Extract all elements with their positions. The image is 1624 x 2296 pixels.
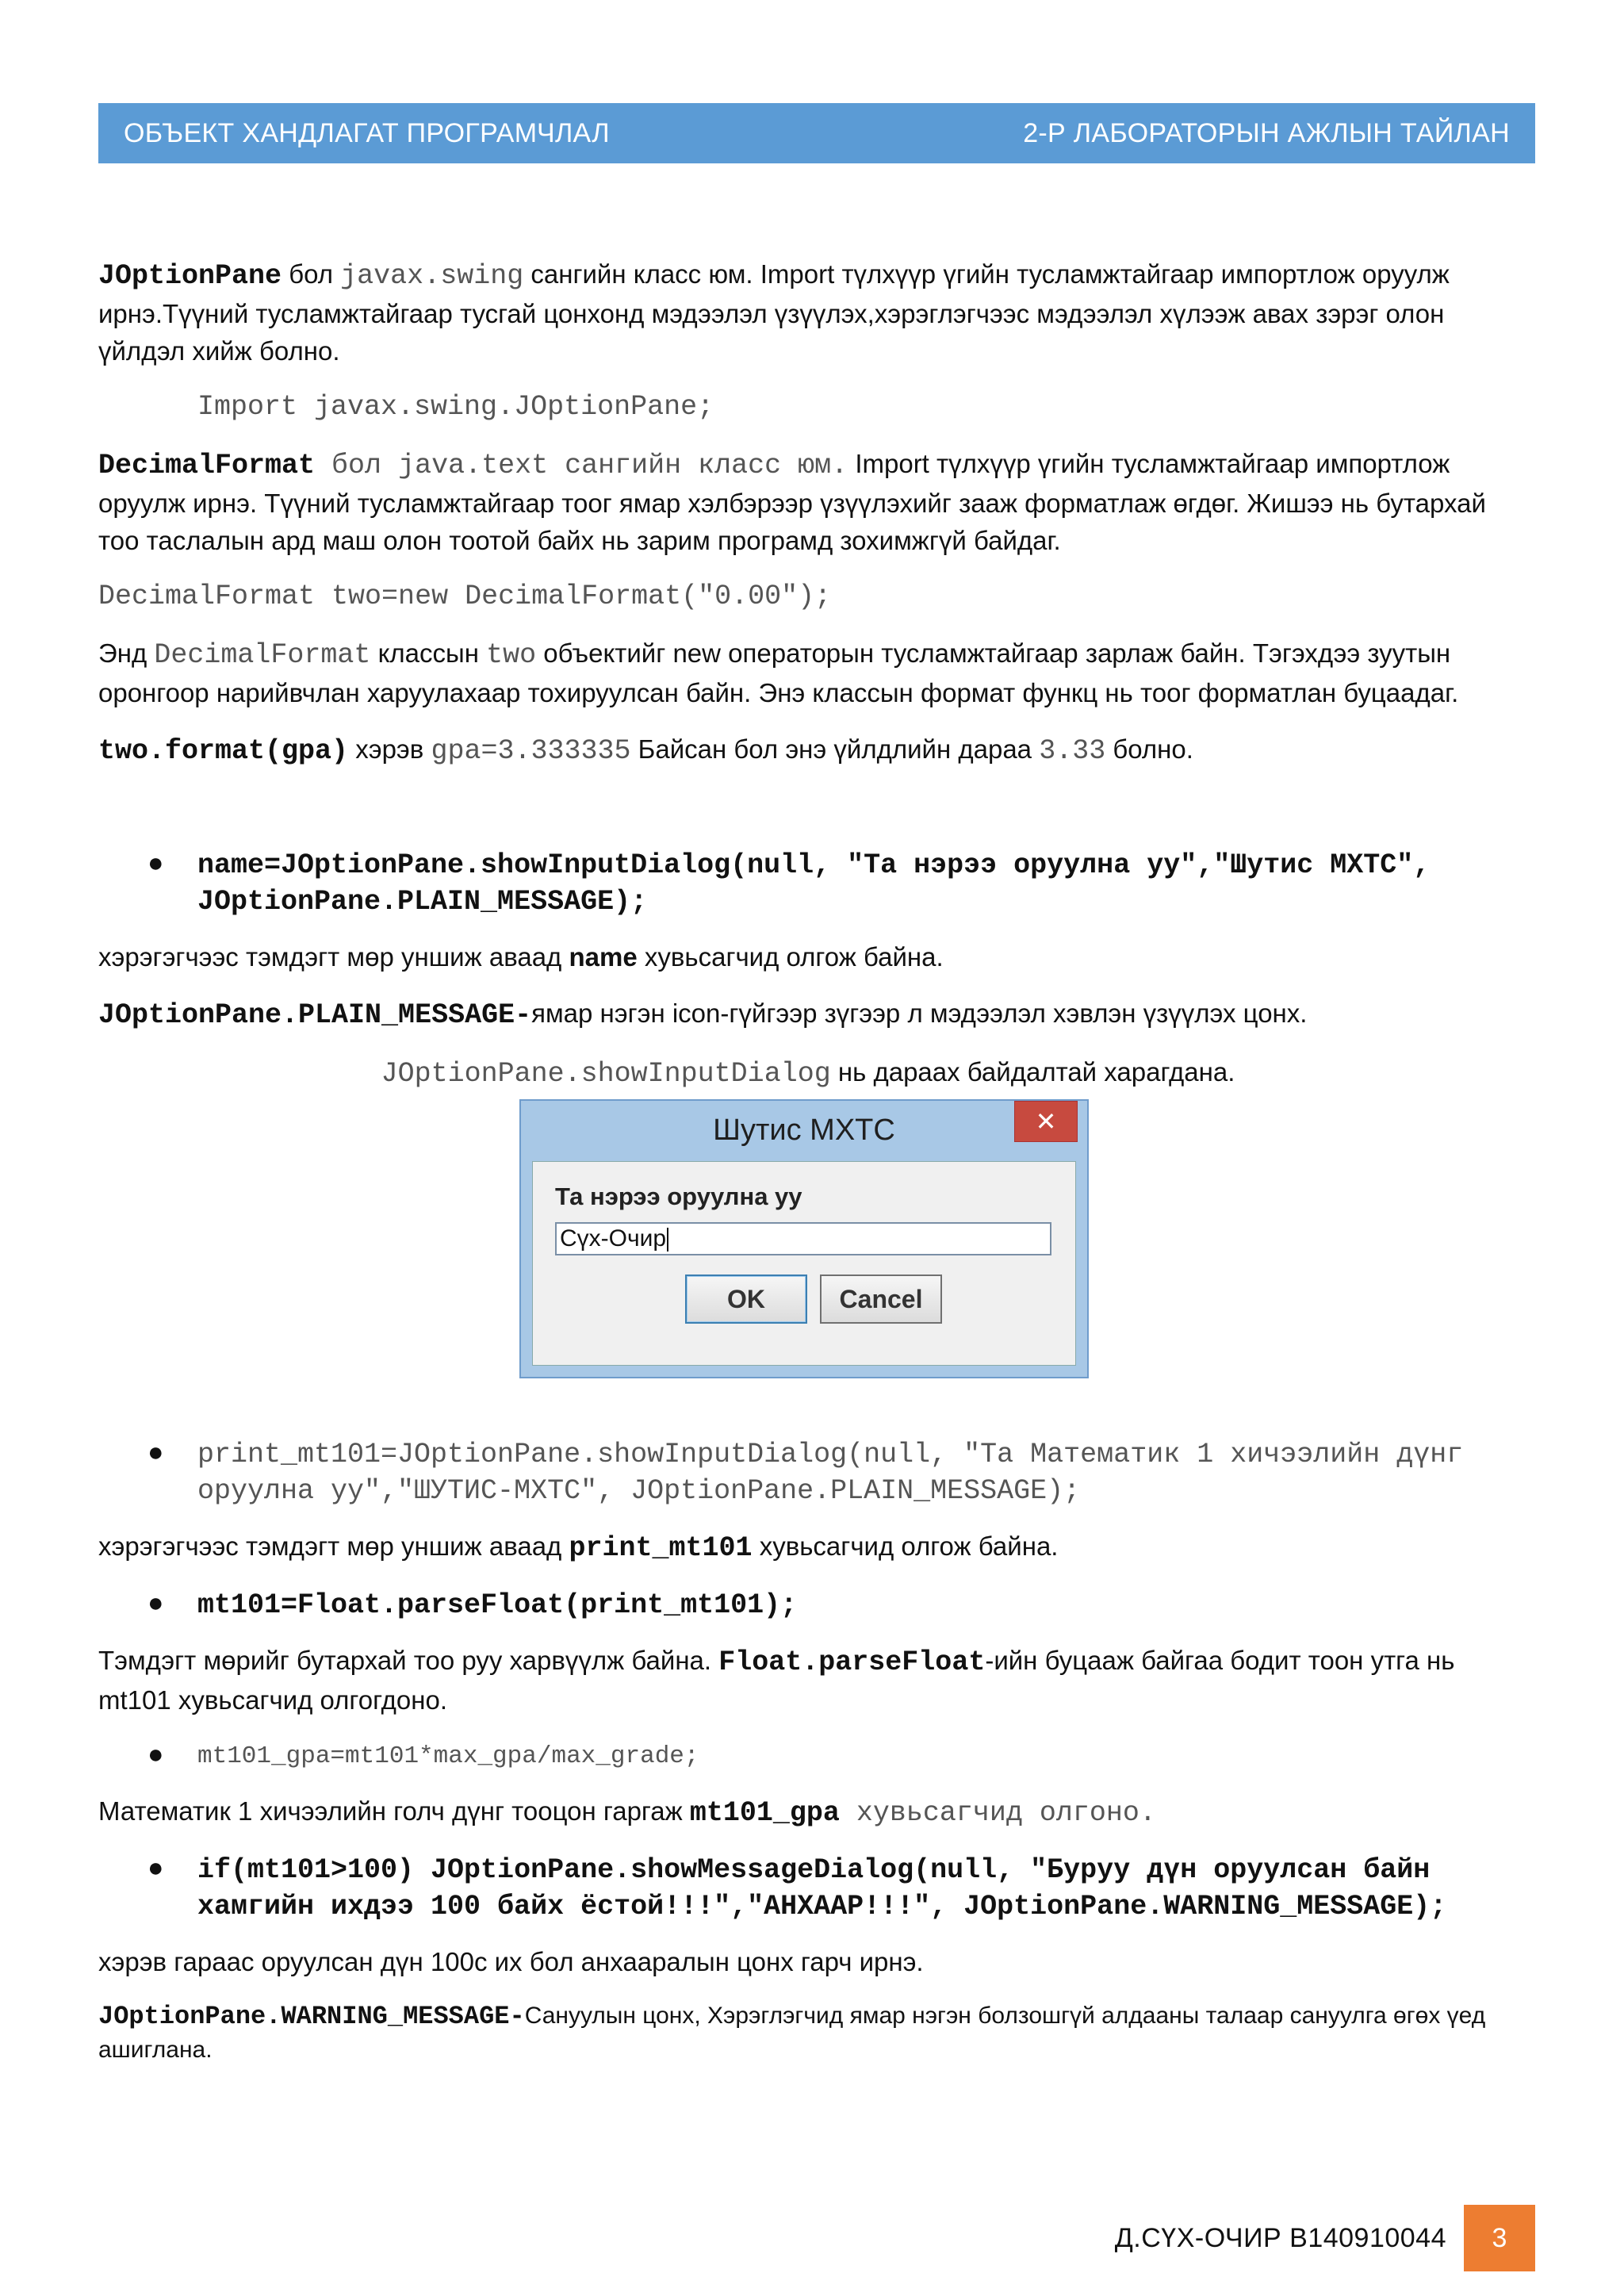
code-plain-message: JOptionPane.PLAIN_MESSAGE- (98, 999, 532, 1031)
paragraph-show-input-dialog (98, 1053, 1518, 1093)
code-float-parsefloat: Float.parseFloat (718, 1646, 986, 1678)
code-joptionpane: JOptionPane (98, 260, 282, 292)
code-gpa: gpa=3.333335 (431, 735, 631, 767)
bullet-icon: ● (147, 848, 164, 878)
bold-name: name (569, 942, 638, 972)
code-two-format: two.format(gpa) (98, 735, 349, 767)
paragraph-parsefloat (98, 1642, 1518, 1719)
page-footer (1115, 2205, 1535, 2271)
code-java-text: бол java.text сангийн класс юм. (315, 450, 848, 481)
text: объектийг new операторын тусламжтайгаар зарлаж байн. Тэгэхдээ зуутын оронгоор нарийвчлан харуулахаар тохируулсан байн. Энэ классын формат функц нь тоог форматлан буцаадаг. (98, 638, 1459, 707)
code-result: 3.33 (1039, 735, 1106, 767)
text: -ийн буцааж байгаа бодит тоон утга нь mt101 хувьсагчид олгогдоно. (98, 1646, 1455, 1715)
text: Байсан бол энэ үйлдлийн дараа (630, 734, 1040, 764)
bullet-icon: ● (147, 1853, 164, 1883)
text: классын (370, 638, 487, 668)
paragraph-warning-message (98, 1999, 1518, 2067)
text: хэрэгэгчээс тэмдэгт мөр уншиж аваад (98, 1531, 569, 1561)
bullet-icon: ● (147, 1588, 164, 1618)
paragraph-plain-message (98, 995, 1518, 1034)
text: Сануулын цонх, Хэрэглэгчид ямар нэгэн болзошгүй алдааны талаар сануулга өгөх үед ашиглана. (98, 2003, 1486, 2063)
name-input[interactable] (555, 1222, 1051, 1255)
paragraph-gpa (98, 1792, 1518, 1832)
paragraph-print-mt101 (98, 1527, 1518, 1567)
ok-button[interactable]: OK (685, 1274, 807, 1324)
code-import-line: Import javax.swing.JOptionPane; (197, 391, 714, 423)
paragraph-name (98, 938, 1518, 976)
close-icon[interactable]: ✕ (1014, 1101, 1078, 1142)
code-bullet-parsefloat: mt101=Float.parseFloat(print_mt101); (197, 1589, 798, 1621)
list-item (98, 1738, 1518, 1773)
bullet-icon: ● (147, 1437, 164, 1467)
cancel-button[interactable]: Cancel (820, 1274, 942, 1324)
text: болно. (1105, 734, 1193, 764)
text: нь дараах байдалтай харагдана. (830, 1057, 1235, 1087)
document-body (98, 255, 1518, 2086)
dialog-prompt: Та нэрээ оруулна уу (555, 1182, 802, 1210)
text: ямар нэгэн icon-гүйгээр зүгээр л мэдээлэл хэвлэн үзүүлэх цонх. (531, 999, 1308, 1028)
code-javax-swing: javax.swing (340, 260, 524, 292)
code-print-mt101: print_mt101 (569, 1532, 753, 1564)
paragraph-warning: хэрэв гараас оруулсан дүн 100с их бол анхааралын цонх гарч ирнэ. (98, 1947, 924, 1976)
text: Математик 1 хичээлийн голч дүнг тооцон гаргаж (98, 1796, 690, 1826)
code-bullet-print-mt101: print_mt101=JOptionPane.showInputDialog(null, "Та Математик 1 хичээлийн дүнг оруулна уу","ШУТИС-МХТС", JOptionPane.PLAIN_MESSAGE); (197, 1439, 1464, 1507)
list-item (98, 1435, 1518, 1508)
paragraph-decimalformat (98, 445, 1518, 559)
code-decimalformat: DecimalFormat (98, 450, 316, 481)
text: Import түлхүүр үгийн тусламжтайгаар импортлож оруулж ирнэ. Түүний тусламжтайгаар тоог ямар хэлбэрээр үзүүлэхийг зааж форматлаж өгдөг. Жишээ нь бутархай тоо таслалын ард маш олон тоотой байх нь зарим програмд зохимжгүй байдаг. (98, 449, 1486, 555)
text: Тэмдэгт мөрийг бутархай тоо руу харвүүлж байна. (98, 1646, 719, 1675)
header-left-title: ОБЪЕКТ ХАНДЛАГАТ ПРОГРАМЧЛАЛ (124, 117, 610, 148)
page-header (98, 103, 1535, 163)
list-item (98, 846, 1518, 919)
code-warning-message: JOptionPane.WARNING_MESSAGE- (98, 2002, 525, 2031)
input-value: Сүх-Очир (560, 1225, 667, 1251)
code-decimalformat-inline: DecimalFormat (154, 639, 371, 671)
dialog-screenshot (519, 1099, 1089, 1378)
page-number: 3 (1464, 2205, 1535, 2271)
dialog-body (532, 1161, 1076, 1366)
text: хэрэв (348, 734, 431, 764)
paragraph-joptionpane (98, 255, 1518, 370)
code-variable-text: хувьсагчид олгоно. (839, 1797, 1156, 1829)
paragraph-format-example (98, 730, 1518, 770)
list-item (98, 1851, 1518, 1924)
code-show-input-dialog: JOptionPane.showInputDialog (381, 1058, 831, 1090)
text: сангийн класс юм. Import түлхүүр үгийн тусламжтайгаар импортлож оруулж ирнэ.Түүний тусламжтайгаар тусгай цонхонд мэдээлэл үзүүлэх,хэрэглэгчээс мэдээлэл хүлээж авах зэрэг олон үйлдэл хийж болно. (98, 259, 1450, 366)
paragraph-decimalformat-two (98, 634, 1518, 711)
code-decimal-line: DecimalFormat two=new DecimalFormat("0.00"); (98, 581, 832, 612)
header-right-title: 2-Р ЛАБОРАТОРЫН АЖЛЫН ТАЙЛАН (1023, 117, 1510, 148)
bullet-icon: ● (147, 1739, 164, 1769)
text: хувьсагчид олгож байна. (637, 942, 944, 972)
text-caret (667, 1228, 668, 1251)
text: Энд (98, 638, 155, 668)
list-item (98, 1586, 1518, 1623)
code-bullet-gpa: mt101_gpa=mt101*max_gpa/max_grade; (197, 1742, 699, 1770)
dialog-title: Шутис МХТС (713, 1114, 895, 1147)
text: хэрэгэгчээс тэмдэгт мөр уншиж аваад (98, 942, 569, 972)
code-bullet-warning: if(mt101>100) JOptionPane.showMessageDialog(null, "Буруу дүн оруулсан байн хамгийн ихдээ 100 байх ёстой!!!","АНХААР!!!", JOptionPane.WARNING_MESSAGE); (197, 1854, 1447, 1922)
code-mt101-gpa: mt101_gpa (689, 1797, 840, 1829)
author-id: Д.СҮХ-ОЧИР B140910044 (1114, 2222, 1446, 2253)
text: бол (282, 259, 341, 289)
code-two: two (486, 639, 537, 671)
code-bullet-name: name=JOptionPane.showInputDialog(null, "Та нэрээ оруулна уу","Шутис МХТС", JOptionPane.PLAIN_MESSAGE); (197, 849, 1431, 918)
text: хувьсагчид олгож байна. (752, 1531, 1059, 1561)
